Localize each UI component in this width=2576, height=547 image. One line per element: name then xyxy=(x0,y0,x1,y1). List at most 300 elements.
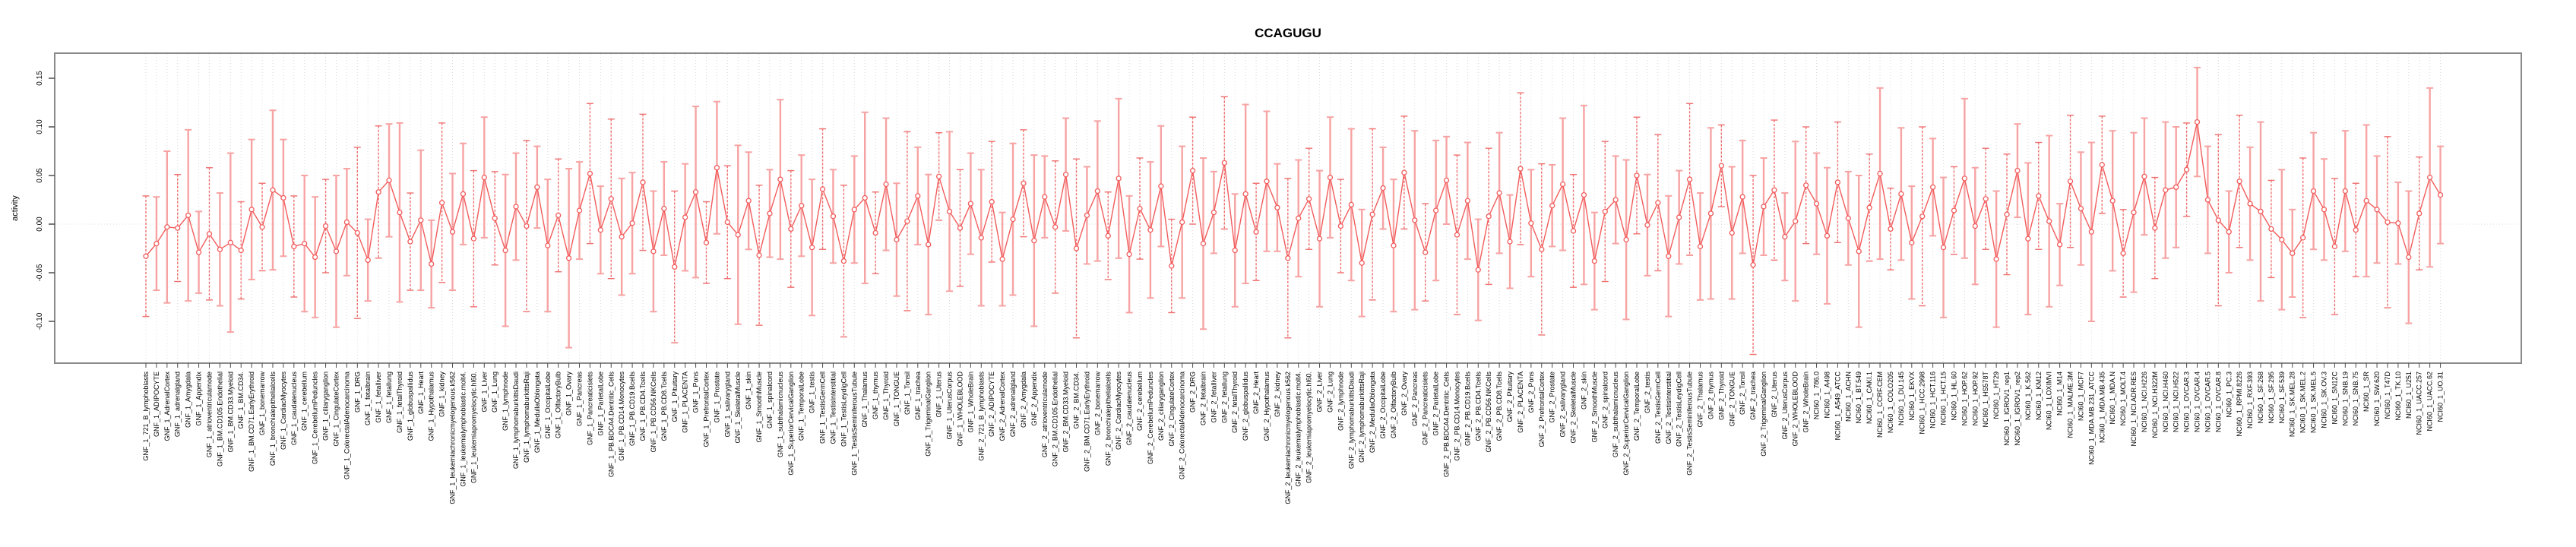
data-point xyxy=(1032,239,1036,243)
x-axis-label: GNF_2_TestisGermCell xyxy=(1654,372,1662,444)
x-axis-label: NCI60_1_SR xyxy=(2362,372,2371,413)
x-axis-label: NCI60_1_RXF.393 xyxy=(2246,372,2255,429)
x-axis-label: GNF_2_PB.BDCA4.Dentritic_Cells xyxy=(1442,372,1451,478)
x-axis-label: GNF_1_salivarygland xyxy=(723,371,732,438)
data-point xyxy=(2015,169,2020,173)
x-axis-label: GNF_2_fetalliver xyxy=(1210,372,1218,423)
data-point xyxy=(176,226,180,230)
data-point xyxy=(1761,204,1766,209)
data-point xyxy=(2068,179,2073,184)
data-point xyxy=(366,258,370,262)
x-axis-label: GNF_1_Heart xyxy=(416,372,425,415)
x-axis-label: GNF_2_leukemialymphoblastic.molt4. xyxy=(1294,372,1302,487)
x-axis-label: GNF_2_Prostate xyxy=(1548,371,1556,423)
data-point xyxy=(451,229,455,234)
x-axis-label: GNF_1_leukemiapromyelocytic.hl60. xyxy=(470,372,478,484)
data-point xyxy=(1951,208,1956,213)
x-axis-label: NCI60_1_T47D xyxy=(2383,372,2391,419)
data-point xyxy=(1815,201,1819,206)
x-axis-label: NCI60_1_PC.3 xyxy=(2225,372,2233,418)
x-axis-label: GNF_1_leukemiachronicmyelogenous.k562 xyxy=(448,372,457,504)
data-point xyxy=(1011,217,1015,222)
x-axis-label: GNF_2_subthalamicnucleus xyxy=(1612,372,1620,458)
x-axis-label: GNF_2_CingulateCortex xyxy=(1167,372,1176,447)
x-axis-label: GNF_1_subthalamicnucleus xyxy=(776,372,784,458)
x-axis-label: NCI60_1_UACC.257 xyxy=(2415,372,2423,435)
x-axis-label: GNF_1_PB.CD8.Tcells xyxy=(660,372,668,441)
x-axis-label: NCI60_1_SN12C xyxy=(2331,372,2339,425)
y-tick-label: -0.10 xyxy=(36,312,44,330)
data-point xyxy=(2237,179,2242,184)
x-axis-label: GNF_2_Pancreaticislets xyxy=(1421,372,1429,446)
x-axis-label: NCI60_1_MOLT.4 xyxy=(2119,372,2128,426)
x-axis-label: GNF_2_kidney xyxy=(1273,372,1281,418)
data-point xyxy=(1698,244,1703,248)
x-axis-label: NCI60_1_SF.539 xyxy=(2277,372,2286,424)
data-point xyxy=(1381,186,1385,191)
data-point xyxy=(535,185,540,189)
data-point xyxy=(1561,182,1565,187)
data-point xyxy=(239,248,243,253)
data-point xyxy=(2364,198,2369,203)
x-axis-label: NCI60_1_OVCAR.3 xyxy=(2182,372,2191,433)
data-point xyxy=(2353,228,2358,232)
x-axis-label: NCI60_1_SF.268 xyxy=(2257,372,2264,424)
x-axis-label: GNF_1_SkeletalMuscle xyxy=(734,372,742,444)
data-point xyxy=(2026,236,2030,241)
data-point xyxy=(683,215,688,220)
x-axis-label: GNF_2_Thalamus xyxy=(1696,372,1704,428)
x-axis-label: GNF_2_ADIPOCYTE xyxy=(988,372,996,438)
data-point xyxy=(514,204,518,209)
x-axis-label: GNF_1_CardiacMyocytes xyxy=(279,372,287,451)
x-axis-label: GNF_2_Lung xyxy=(1326,372,1334,413)
data-point xyxy=(2121,251,2125,255)
x-axis-label: GNF_1_skin xyxy=(745,372,753,410)
data-point xyxy=(2174,185,2179,189)
x-axis-label: GNF_2_adrenalgland xyxy=(1009,372,1017,438)
x-axis-label: NCI60_1_SK.OV.3 xyxy=(2320,372,2328,428)
data-point xyxy=(1328,175,1332,180)
x-axis-label: GNF_2_cerebellum xyxy=(1136,372,1144,432)
data-point xyxy=(1275,205,1280,210)
data-point xyxy=(2100,163,2104,167)
x-axis-label: GNF_1_SuperiorCervicalGanglion xyxy=(786,372,795,476)
x-axis-label: GNF_1_trachea xyxy=(913,372,922,421)
x-axis-label: GNF_2_Hypothalamus xyxy=(1262,372,1271,441)
x-axis-label: GNF_1_Hypothalamus xyxy=(427,372,435,441)
x-axis-label: NCI60_1_MDA.MB.231_ATCC xyxy=(2087,372,2096,465)
x-axis-label: GNF_1_OccipitalLobe xyxy=(543,372,552,439)
data-point xyxy=(736,232,740,237)
x-axis-label: GNF_2_ciliaryganglion xyxy=(1157,372,1165,441)
x-axis-label: GNF_2_OlfactoryBulb xyxy=(1389,372,1397,439)
data-point xyxy=(1434,208,1438,213)
x-axis-label: GNF_1_SmoothMuscle xyxy=(755,372,764,443)
x-axis-label: GNF_2_PLACENTA xyxy=(1516,372,1524,433)
x-axis-label: GNF_2_PrefrontalCortex xyxy=(1537,372,1546,447)
x-axis-label: GNF_2_leukemiachronicmyelogenous.k562 xyxy=(1283,372,1292,504)
x-axis-label: GNF_1_CerebellumPeduncles xyxy=(311,372,319,465)
x-axis-label: GNF_2_DRG xyxy=(1188,372,1197,413)
x-axis-label: NCI60_1_786.0 xyxy=(1812,372,1821,420)
data-point xyxy=(1095,188,1100,193)
x-axis-label: NCI60_1_LOXIMVI xyxy=(2045,372,2053,431)
x-axis-label: GNF_1_DRG xyxy=(353,372,362,413)
x-axis-label: GNF_1_bronchialepithelialcells xyxy=(268,372,277,466)
data-point xyxy=(1074,246,1079,251)
chart-title: CCAGUGU xyxy=(1255,26,1321,40)
data-point xyxy=(1603,209,1607,213)
x-axis-label: GNF_2_ColorectalAdenocarcinoma xyxy=(1178,372,1186,480)
data-point xyxy=(1613,198,1618,202)
x-axis-label: GNF_1_TestisLeydigCell xyxy=(840,372,848,447)
x-axis-label: GNF_2_bronchialepithelialcells xyxy=(1104,372,1112,466)
x-axis-label: GNF_1_kidney xyxy=(438,372,446,418)
x-axis-label: GNF_1_TestisSeminiferousTubule xyxy=(850,372,859,476)
x-axis-label: GNF_2_TemporalLobe xyxy=(1633,372,1641,441)
x-axis-label: GNF_2_spinalcord xyxy=(1601,372,1609,429)
y-tick-label: 0.05 xyxy=(36,168,44,183)
data-point xyxy=(1021,181,1026,185)
x-axis-label: GNF_2_fetallung xyxy=(1220,372,1229,424)
data-point xyxy=(862,195,867,200)
data-point xyxy=(926,242,931,247)
data-point xyxy=(968,201,973,206)
x-axis-label: GNF_2_caudatenucleus xyxy=(1125,372,1134,446)
x-axis-label: GNF_1_WholeBrain xyxy=(967,372,975,433)
x-axis-label: NCI60_1_MDA.N xyxy=(2109,372,2117,425)
data-point xyxy=(1688,177,1692,182)
x-axis-label: GNF_1_globuspallidus xyxy=(406,372,414,441)
data-point xyxy=(1910,240,1914,245)
x-axis-label: GNF_2_atrioventricularnode xyxy=(1040,372,1049,458)
x-axis-label: GNF_1_PB.CD4.Tcells xyxy=(639,372,647,441)
x-axis-label: GNF_1_TONGUE xyxy=(892,372,900,427)
x-axis-label: NCI60_1_HCC.2998 xyxy=(1918,372,1926,435)
data-point xyxy=(1000,257,1005,261)
data-point xyxy=(1962,176,1967,181)
x-axis-label: GNF_2_MedullaOblongata xyxy=(1369,372,1377,454)
x-axis-label: NCI60_1_OVCAR.8 xyxy=(2214,372,2223,433)
x-axis-label: GNF_2_leukemiapromyelocytic.hl60. xyxy=(1305,372,1313,484)
x-axis-label: GNF_2_CardiacMyocytes xyxy=(1115,372,1123,451)
data-point xyxy=(1201,242,1206,246)
x-axis-label: GNF_2_TestisSeminiferousTubule xyxy=(1685,372,1694,476)
data-point xyxy=(1043,194,1047,199)
x-axis-label: NCI60_1_M14 xyxy=(2055,372,2064,416)
x-axis-label: GNF_2_SuperiorCervicalGanglion xyxy=(1622,372,1631,476)
data-point xyxy=(1867,205,1872,210)
x-axis-label: GNF_1_PB.CD56.NKCells xyxy=(649,372,657,453)
x-axis-label: GNF_1_Thyroid xyxy=(882,372,891,421)
data-point xyxy=(2058,242,2062,247)
data-point xyxy=(1286,256,1290,261)
data-point xyxy=(2258,209,2263,213)
data-point xyxy=(387,178,391,182)
x-axis-label: NCI60_1_HOP.62 xyxy=(1960,372,1969,426)
x-axis-label: GNF_1_TestisInterstitial xyxy=(829,372,837,444)
data-point xyxy=(2047,219,2052,223)
x-axis-label: GNF_2_Pancreas xyxy=(1410,372,1419,427)
data-point xyxy=(2332,244,2337,248)
data-point xyxy=(1856,249,1861,254)
x-axis-label: NCI60_1_HT29 xyxy=(1992,372,2001,419)
x-axis-label: GNF_2_fetalbrain xyxy=(1199,372,1207,426)
x-axis-label: GNF_1_cerebellum xyxy=(300,372,309,432)
data-point xyxy=(408,239,413,244)
data-point xyxy=(217,247,222,251)
x-axis-label: GNF_2_Pituitary xyxy=(1506,372,1514,422)
x-axis-label: GNF_2_OccipitalLobe xyxy=(1379,372,1388,439)
data-point xyxy=(2195,120,2200,125)
x-axis-label: GNF_1_TestisGermCell xyxy=(818,372,827,444)
data-point xyxy=(2142,174,2147,179)
data-point xyxy=(460,191,465,196)
x-axis-label: GNF_1_MedullaOblongata xyxy=(533,372,541,454)
x-axis-label: GNF_2_WholeBrain xyxy=(1802,372,1810,433)
data-point xyxy=(397,210,402,215)
data-point xyxy=(1191,169,1195,173)
x-axis-label: NCI60_1_DU.145 xyxy=(1897,372,1905,426)
data-point xyxy=(1550,204,1555,208)
x-axis-label: GNF_2_Liver xyxy=(1315,372,1324,413)
data-point xyxy=(1645,223,1650,227)
data-point xyxy=(746,198,751,203)
data-point xyxy=(1211,210,1216,215)
data-point xyxy=(1318,236,1322,241)
x-axis-label: GNF_2_Amygdala xyxy=(1019,372,1027,428)
x-axis-label: NCI60_1_SK.MEL.28 xyxy=(2288,372,2296,438)
x-axis-label: NCI60_1_SK.MEL.5 xyxy=(2309,372,2318,434)
data-point xyxy=(948,209,952,213)
data-point xyxy=(810,245,815,250)
x-axis-label: GNF_1_CingulateCortex xyxy=(332,371,340,447)
x-axis-label: NCI60_1_MALME.3M xyxy=(2066,372,2074,438)
data-point xyxy=(1349,202,1353,207)
x-axis-label: GNF_1_Liver xyxy=(480,372,489,413)
x-axis-label: GNF_1_AdrenalCortex xyxy=(163,372,171,441)
data-point xyxy=(1772,188,1777,192)
data-point xyxy=(556,213,561,217)
data-point xyxy=(1751,263,1755,267)
data-point xyxy=(619,235,624,239)
data-point xyxy=(440,201,445,205)
x-axis-label: NCI60_1_NCI.ADR.RES xyxy=(2130,372,2138,447)
data-point xyxy=(916,194,920,198)
x-axis-label: GNF_1_Pons xyxy=(691,372,700,413)
x-axis-label: GNF_2_BM.CD33.Myeloid xyxy=(1062,372,1070,453)
data-point xyxy=(2248,201,2252,206)
x-axis-label: GNF_1_atrioventricularnode xyxy=(205,372,214,458)
x-axis-label: GNF_2_trachea xyxy=(1749,372,1758,421)
x-axis-label: GNF_2_Uterus xyxy=(1770,372,1778,418)
x-axis-label: GNF_2_UterusCorpus xyxy=(1780,372,1789,440)
data-point xyxy=(852,207,856,212)
data-point xyxy=(249,207,254,212)
data-point xyxy=(1476,267,1480,272)
data-point xyxy=(1824,233,1829,238)
data-point xyxy=(482,175,486,180)
data-point xyxy=(2089,229,2093,234)
data-point xyxy=(2131,210,2136,215)
data-point xyxy=(1370,212,1375,217)
x-axis-label: GNF_2_lymphnode xyxy=(1337,372,1345,432)
data-point xyxy=(1454,232,1459,237)
data-point xyxy=(503,248,508,253)
data-point xyxy=(1159,184,1163,188)
x-axis-label: GNF_1_WHOLEBLOOD xyxy=(956,372,964,447)
data-point xyxy=(1846,216,1850,220)
data-point xyxy=(492,216,497,220)
x-axis-label: NCI60_1_OVCAR.4 xyxy=(2193,372,2201,433)
data-point xyxy=(1666,254,1671,258)
x-axis-label: GNF_2_BM.CD71.EarlyErythroid xyxy=(1083,372,1091,473)
y-tick-label: 0.00 xyxy=(36,217,44,232)
data-point xyxy=(1529,221,1533,226)
x-axis-label: GNF_2_PB.CD19.Bcells xyxy=(1464,372,1472,447)
data-point xyxy=(1920,214,1925,219)
x-axis-label: GNF_1_caudatenucleus xyxy=(290,372,298,446)
x-axis-label: NCI60_1_NCI.H226 xyxy=(2140,372,2148,433)
x-axis-label: GNF_1_lymphomaburkittsRaji xyxy=(522,372,530,463)
data-point xyxy=(1719,163,1723,168)
data-point xyxy=(2428,175,2432,180)
data-point xyxy=(894,237,899,242)
data-point xyxy=(207,232,211,236)
data-point xyxy=(578,208,582,213)
x-axis-label: GNF_2_thymus xyxy=(1707,372,1715,420)
data-point xyxy=(2396,221,2400,226)
data-point xyxy=(1581,193,1586,198)
data-point xyxy=(1592,259,1597,264)
x-axis-label: GNF_2_PB.CD4.Tcells xyxy=(1474,372,1483,441)
x-axis-label: GNF_2_Appendix xyxy=(1030,372,1038,426)
x-axis-label: GNF_1_ColorectalAdenocarcinoma xyxy=(343,372,351,480)
data-point xyxy=(2163,188,2168,192)
x-axis-label: GNF_2_PB.CD14.Monocytes xyxy=(1453,372,1461,461)
data-point xyxy=(1878,171,1882,175)
data-point xyxy=(1973,224,1977,229)
x-axis-label: GNF_1_BM.CD105.Endothelial xyxy=(216,372,224,467)
x-axis-label: GNF_2_testis xyxy=(1643,372,1651,414)
data-point xyxy=(1571,229,1576,233)
x-axis-label: GNF_1_PLACENTA xyxy=(681,372,689,433)
x-axis-label: NCI60_1_SF.295 xyxy=(2267,372,2275,424)
x-axis-label: GNF_2_globuspallidus xyxy=(1242,372,1250,441)
data-point xyxy=(1053,225,1058,229)
x-axis-label: GNF_1_Tonsil xyxy=(903,372,911,416)
data-point xyxy=(2385,220,2390,224)
x-axis-label: NCI60_1_CAKI.1 xyxy=(1866,372,1874,425)
data-point xyxy=(609,197,613,201)
y-axis-title: activity xyxy=(11,195,20,221)
data-point xyxy=(2036,194,2041,198)
data-point xyxy=(905,219,910,223)
data-point xyxy=(1708,211,1713,216)
data-point xyxy=(937,174,941,179)
x-axis-label: GNF_1_721_B_lymphoblasts xyxy=(142,372,150,461)
x-axis-label: NCI60_1_NCI.H522 xyxy=(2172,372,2180,433)
x-axis-label: GNF_1_Ovary xyxy=(565,372,573,416)
data-point xyxy=(1899,191,1904,196)
data-point xyxy=(1486,214,1491,219)
x-axis-label: GNF_1_Pituitary xyxy=(670,372,679,422)
data-point xyxy=(957,226,962,230)
x-axis-label: GNF_2_SkeletalMuscle xyxy=(1569,372,1578,444)
data-point xyxy=(546,243,550,248)
x-axis-label: GNF_1_BM.CD34. xyxy=(237,372,245,429)
x-axis-label: GNF_1_Appendix xyxy=(195,372,203,426)
data-point xyxy=(2343,188,2347,193)
data-point xyxy=(1465,198,1470,203)
data-point xyxy=(2005,212,2009,217)
data-point xyxy=(524,224,529,229)
data-point xyxy=(1391,243,1396,248)
x-axis-label: GNF_1_PB.CD19.Bcells xyxy=(628,372,637,447)
data-point xyxy=(1793,219,1798,223)
x-axis-label: GNF_1_Pancreaticislets xyxy=(586,372,594,446)
x-axis-label: GNF_1_BM.CD33.Myeloid xyxy=(226,372,235,453)
x-axis-label: GNF_1_fetalThyroid xyxy=(395,372,403,434)
data-point xyxy=(324,224,328,229)
data-point xyxy=(313,255,318,260)
data-point xyxy=(1359,261,1364,265)
data-point xyxy=(1729,231,1734,236)
x-axis-label: GNF_2_PB.CD56.NKCells xyxy=(1485,372,1493,453)
x-axis-label: GNF_1_Uterus xyxy=(935,372,943,418)
data-point xyxy=(1296,216,1301,220)
x-axis-label: GNF_1_ciliaryganglion xyxy=(321,372,330,441)
x-axis-label: NCI60_1_HCT.116 xyxy=(1929,372,1937,428)
x-axis-label: GNF_1_thymus xyxy=(872,372,880,420)
x-axis-label: GNF_1_spinalcord xyxy=(765,372,774,429)
data-point xyxy=(292,244,296,248)
data-point xyxy=(651,249,656,254)
data-point xyxy=(1888,226,1893,231)
x-axis-label: NCI60_1_RPMI.8226 xyxy=(2236,372,2244,437)
x-axis-label: GNF_1_testis xyxy=(808,372,816,414)
y-tick-label: -0.05 xyxy=(36,264,44,282)
data-point xyxy=(1138,207,1142,211)
data-line xyxy=(146,122,2441,270)
data-point xyxy=(1254,229,1258,234)
x-axis-label: GNF_2_SmoothMuscle xyxy=(1590,372,1599,443)
data-point xyxy=(1222,160,1226,165)
data-point xyxy=(1264,179,1269,184)
data-point xyxy=(989,200,994,204)
data-point xyxy=(2417,211,2422,216)
y-tick-label: 0.10 xyxy=(36,119,44,134)
x-axis-label: GNF_1_bonemarrow xyxy=(258,372,267,436)
data-point xyxy=(144,254,148,258)
x-axis-label: GNF_1_PB.CD14.Monocytes xyxy=(618,372,626,461)
data-point xyxy=(1307,197,1312,201)
data-point xyxy=(1740,194,1745,199)
data-point xyxy=(1540,247,1544,251)
x-axis-label: NCI60_1_A498 xyxy=(1823,372,1831,419)
data-point xyxy=(1445,178,1449,182)
data-point xyxy=(1169,264,1174,268)
data-point xyxy=(694,190,698,194)
data-point xyxy=(165,225,169,229)
data-point xyxy=(757,253,761,258)
data-point xyxy=(334,249,338,254)
x-axis-label: GNF_1_fetalbrain xyxy=(364,371,372,426)
data-point xyxy=(471,236,476,241)
x-axis-label: GNF_2_PB.CD8.Tcells xyxy=(1495,372,1504,441)
x-axis-label: GNF_1_Pancreas xyxy=(575,372,584,427)
